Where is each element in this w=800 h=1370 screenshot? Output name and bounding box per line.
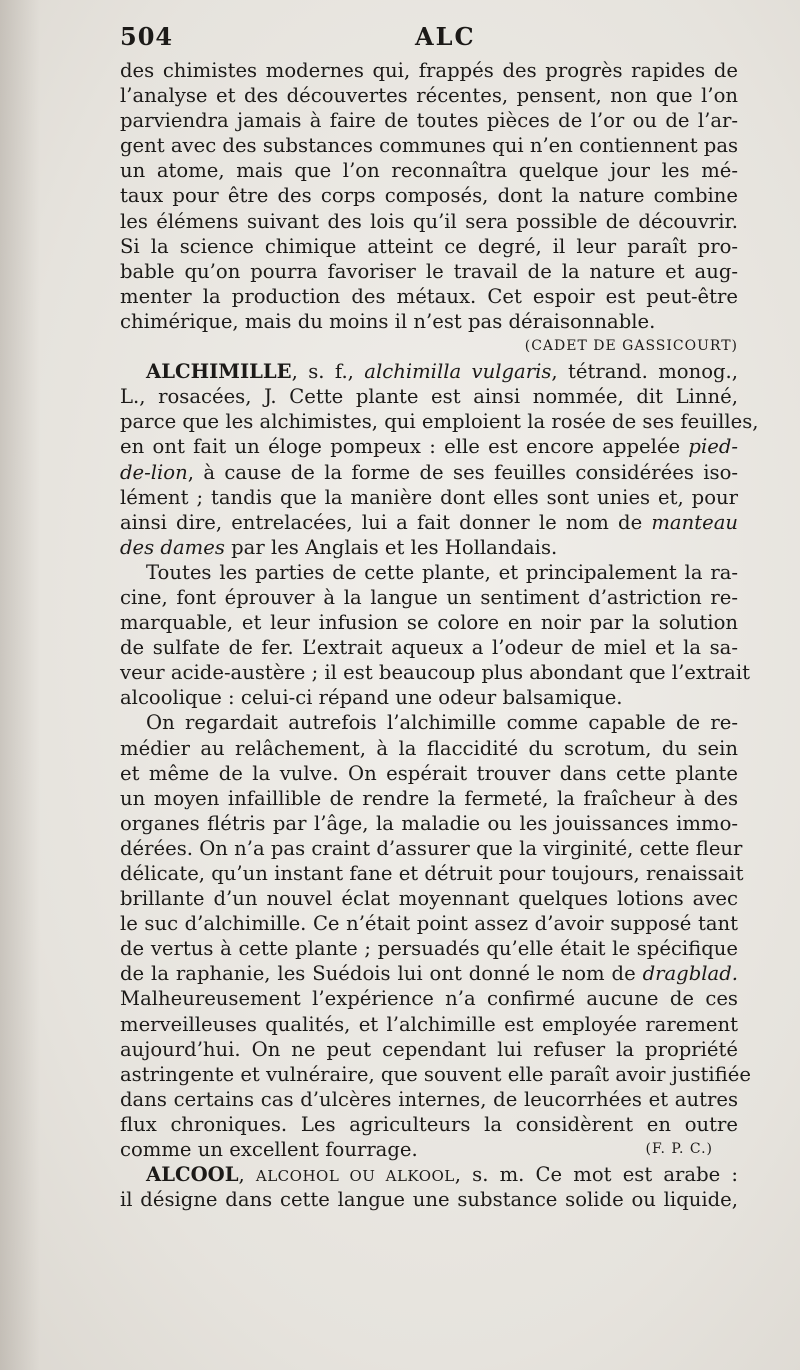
text-line: parviendra jamais à faire de toutes pièces de l’or ou de l’ar- <box>120 109 738 133</box>
text-line: gent avec des substances communes qui n’en contiennent pas <box>120 134 739 158</box>
text-line: en ont fait un éloge pompeux : elle est encore appelée pied- <box>120 435 738 459</box>
text-line: chimérique, mais du moins il n’est pas déraisonnable. <box>120 309 656 333</box>
page-header <box>120 22 740 56</box>
author-signature: (F. P. C.) <box>645 1141 713 1158</box>
text-line: un atome, mais que l’on reconnaîtra quelque jour les mé- <box>120 159 738 183</box>
text-line: le suc d’alchimille. Ce n’était point assez d’avoir supposé tant <box>120 912 738 936</box>
text-line: cine, font éprouver à la langue un sentiment d’astriction re- <box>120 585 738 609</box>
text-line: comme un excellent fourrage. (F. P. C.) <box>120 1138 713 1162</box>
page-body <box>120 58 759 1212</box>
paragraph-history <box>120 710 751 1162</box>
text-line: parce que les alchimistes, qui emploient la rosée de ses feuilles, <box>120 410 759 434</box>
author-signature: (CADET DE GASSICOURT) <box>524 338 738 355</box>
text-line: flux chroniques. Les agriculteurs la considèrent en outre <box>120 1112 738 1136</box>
text-line: délicate, qu’un instant fane et détruit pour toujours, renaissait <box>120 862 744 885</box>
paragraph-properties <box>120 560 751 711</box>
entry-first-line: ALCHIMILLE, s. f., alchimilla vulgaris, tétrand. monog., <box>146 360 738 384</box>
entry-headword: ALCHIMILLE <box>146 360 292 384</box>
text-line: bable qu’on pourra favoriser le travail de la nature et aug- <box>120 259 738 283</box>
entry-variants: ALCOHOL OU ALKOOL <box>255 1167 455 1186</box>
latin-name: alchimilla vulgaris <box>364 360 552 384</box>
text-line: dans certains cas d’ulcères internes, de leucorrhées et autres <box>120 1087 738 1111</box>
text-line: de sulfate de fer. L’extrait aqueux a l’odeur de miel et la sa- <box>120 636 738 660</box>
entry-alcool <box>120 1162 738 1212</box>
text-line: médier au relâchement, à la flaccidité du scrotum, du sein <box>120 736 738 760</box>
text-line: lément ; tandis que la manière dont elles sont unies et, pour <box>120 485 738 509</box>
text-line: Malheureusement l’expérience n’a confirmé aucune de ces <box>120 987 738 1011</box>
text-line: de vertus à cette plante ; persuadés qu’elle était le spécifique <box>120 937 738 961</box>
text-line: les élémens suivant des lois qu’il sera possible de découvrir. <box>120 209 738 233</box>
text-line: On regardait autrefois l’alchimille comme capable de re- <box>146 711 738 735</box>
text-line: Toutes les parties de cette plante, et principalement la ra- <box>146 560 738 584</box>
text-line: il désigne dans cette langue une substance solide ou liquide, <box>120 1188 738 1212</box>
entry-first-line: ALCOOL, ALCOHOL OU ALKOOL, s. m. Ce mot est arabe : <box>146 1163 738 1187</box>
page-gutter-shadow <box>0 0 40 1370</box>
text-line: des dames par les Anglais et les Hollandais. <box>120 535 558 559</box>
text-line: ainsi dire, entrelacées, lui a fait donner le nom de manteau <box>120 510 738 534</box>
page-number: 504 <box>120 22 174 51</box>
text-line: un moyen infaillible de rendre la fermeté, la fraîcheur à des <box>120 786 738 810</box>
text-line: aujourd’hui. On ne peut cependant lui refuser la propriété <box>120 1037 738 1061</box>
text-line: menter la production des métaux. Cet espoir est peut-être <box>120 284 738 308</box>
text-line: de-lion, à cause de la forme de ses feuilles considérées iso- <box>120 460 738 484</box>
text-line: taux pour être des corps composés, dont la nature combine <box>120 184 738 208</box>
text-line: marquable, et leur infusion se colore en noir par la solution <box>120 611 738 635</box>
text-line: organes flétris par l’âge, la maladie ou les jouissances immo- <box>120 811 738 835</box>
text-line: veur acide-austère ; il est beaucoup plus abondant que l’extrait <box>120 661 751 685</box>
text-line: L., rosacées, J. Cette plante est ainsi nommée, dit Linné, <box>120 385 738 409</box>
text-line: de la raphanie, les Suédois lui ont donné le nom de dragblad. <box>120 962 738 986</box>
text-line: l’analyse et des découvertes récentes, pensent, non que l’on <box>120 84 738 108</box>
entry-headword: ALCOOL <box>146 1163 239 1187</box>
text-line: dérées. On n’a pas craint d’assurer que la virginité, cette fleur <box>120 836 743 860</box>
text-line: et même de la vulve. On espérait trouver dans cette plante <box>120 761 738 785</box>
paragraph-continuation <box>120 58 738 359</box>
text-line: brillante d’un nouvel éclat moyennant quelques lotions avec <box>120 887 738 911</box>
text-line: astringente et vulnéraire, que souvent elle paraît avoir justifiée <box>120 1062 751 1086</box>
text-line: Si la science chimique atteint ce degré, il leur paraît pro- <box>120 234 738 258</box>
text-line: alcoolique : celui-ci répand une odeur balsamique. <box>120 686 623 710</box>
text-line: merveilleuses qualités, et l’alchimille est employée rarement <box>120 1012 738 1036</box>
entry-alchimille <box>120 359 759 560</box>
running-head: ALC <box>415 22 476 51</box>
text-line: des chimistes modernes qui, frappés des progrès rapides de <box>120 59 738 82</box>
